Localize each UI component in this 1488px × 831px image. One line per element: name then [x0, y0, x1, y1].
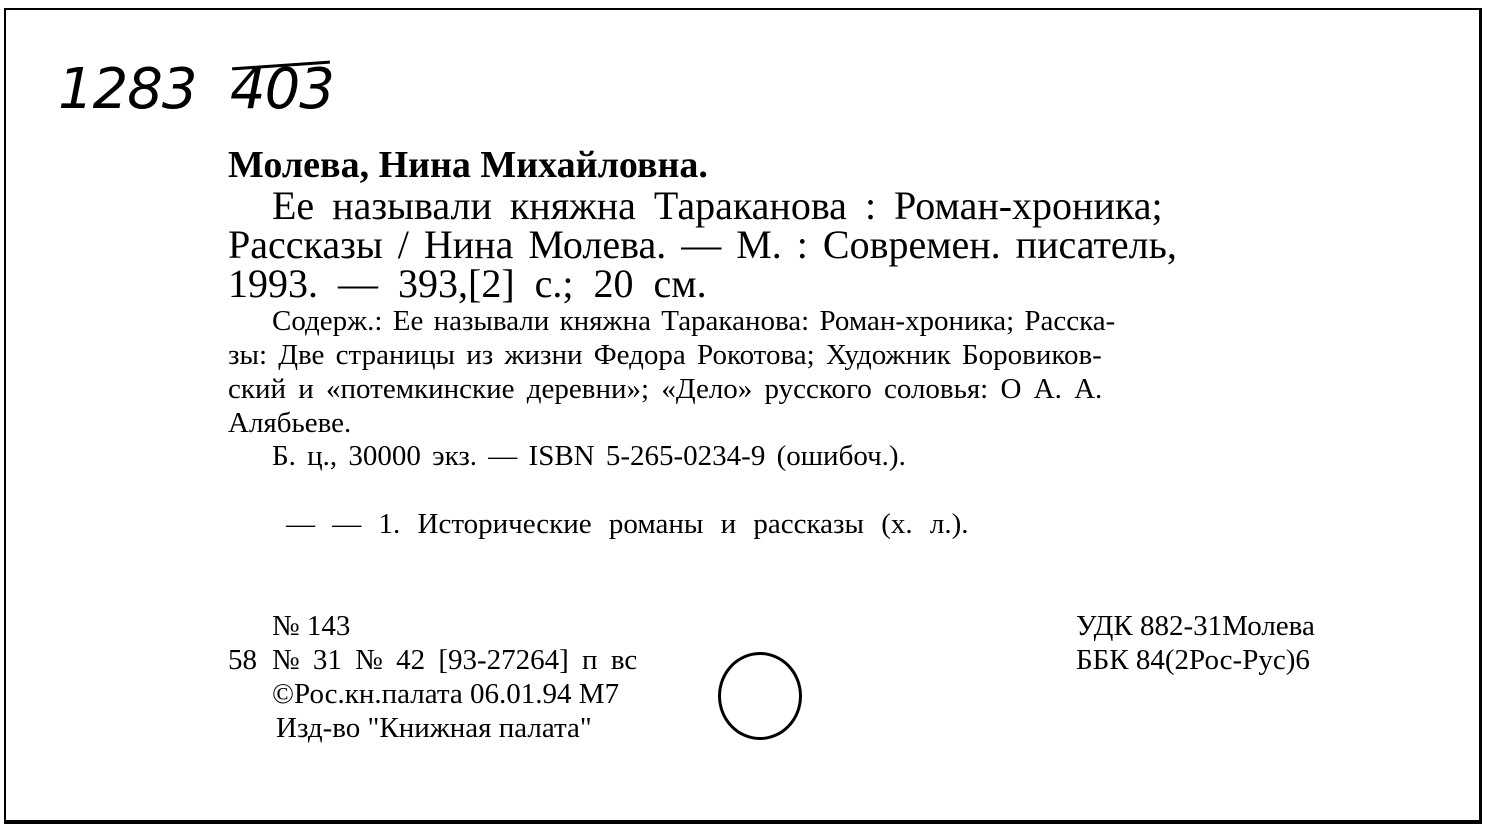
title-line-2: Рассказы / Нина Молева. — М. : Современ. писатель, — [228, 222, 1177, 267]
publisher-line: Изд-во "Книжная палата" — [276, 712, 592, 744]
card-number: № 143 — [272, 610, 351, 642]
title-line-1: Ее называли княжна Тараканова : Роман-хроника; — [272, 183, 1163, 228]
circle-stamp — [718, 652, 802, 740]
bottom-border-line — [4, 820, 1482, 822]
bbk-code: ББК 84(2Рос-Рус)6 — [1076, 644, 1310, 676]
card-registration-line: № 31 № 42 [93-27264] п вс — [272, 644, 638, 676]
udk-code: УДК 882-31Молева — [1076, 610, 1315, 642]
title-line-3: 1993. — 393,[2] с.; 20 см. — [228, 261, 707, 306]
price-isbn-line: Б. ц., 30000 экз. — ISBN 5-265-0234-9 (ошибоч.). — [272, 440, 906, 472]
handwritten-number-2: 403 — [230, 57, 334, 122]
card-code-prefix: 58 — [228, 644, 257, 676]
handwritten-number-1: 1283 — [58, 57, 197, 122]
copyright-line: ©Рос.кн.палата 06.01.94 М7 — [272, 678, 620, 710]
contents-line-1: Содерж.: Ее называли княжна Тараканова: Роман-хроника; Расска- — [272, 305, 1116, 337]
subject-heading: — — 1. Исторические романы и рассказы (х. л.). — [286, 508, 969, 540]
contents-line-3: ский и «потемкинские деревни»; «Дело» русского соловья: О А. А. — [228, 373, 1103, 405]
contents-line-2: зы: Две страницы из жизни Федора Рокотова; Художник Боровиков- — [228, 339, 1102, 371]
author-heading: Молева, Нина Михайловна. — [228, 144, 708, 186]
contents-line-4: Алябьеве. — [228, 407, 352, 439]
